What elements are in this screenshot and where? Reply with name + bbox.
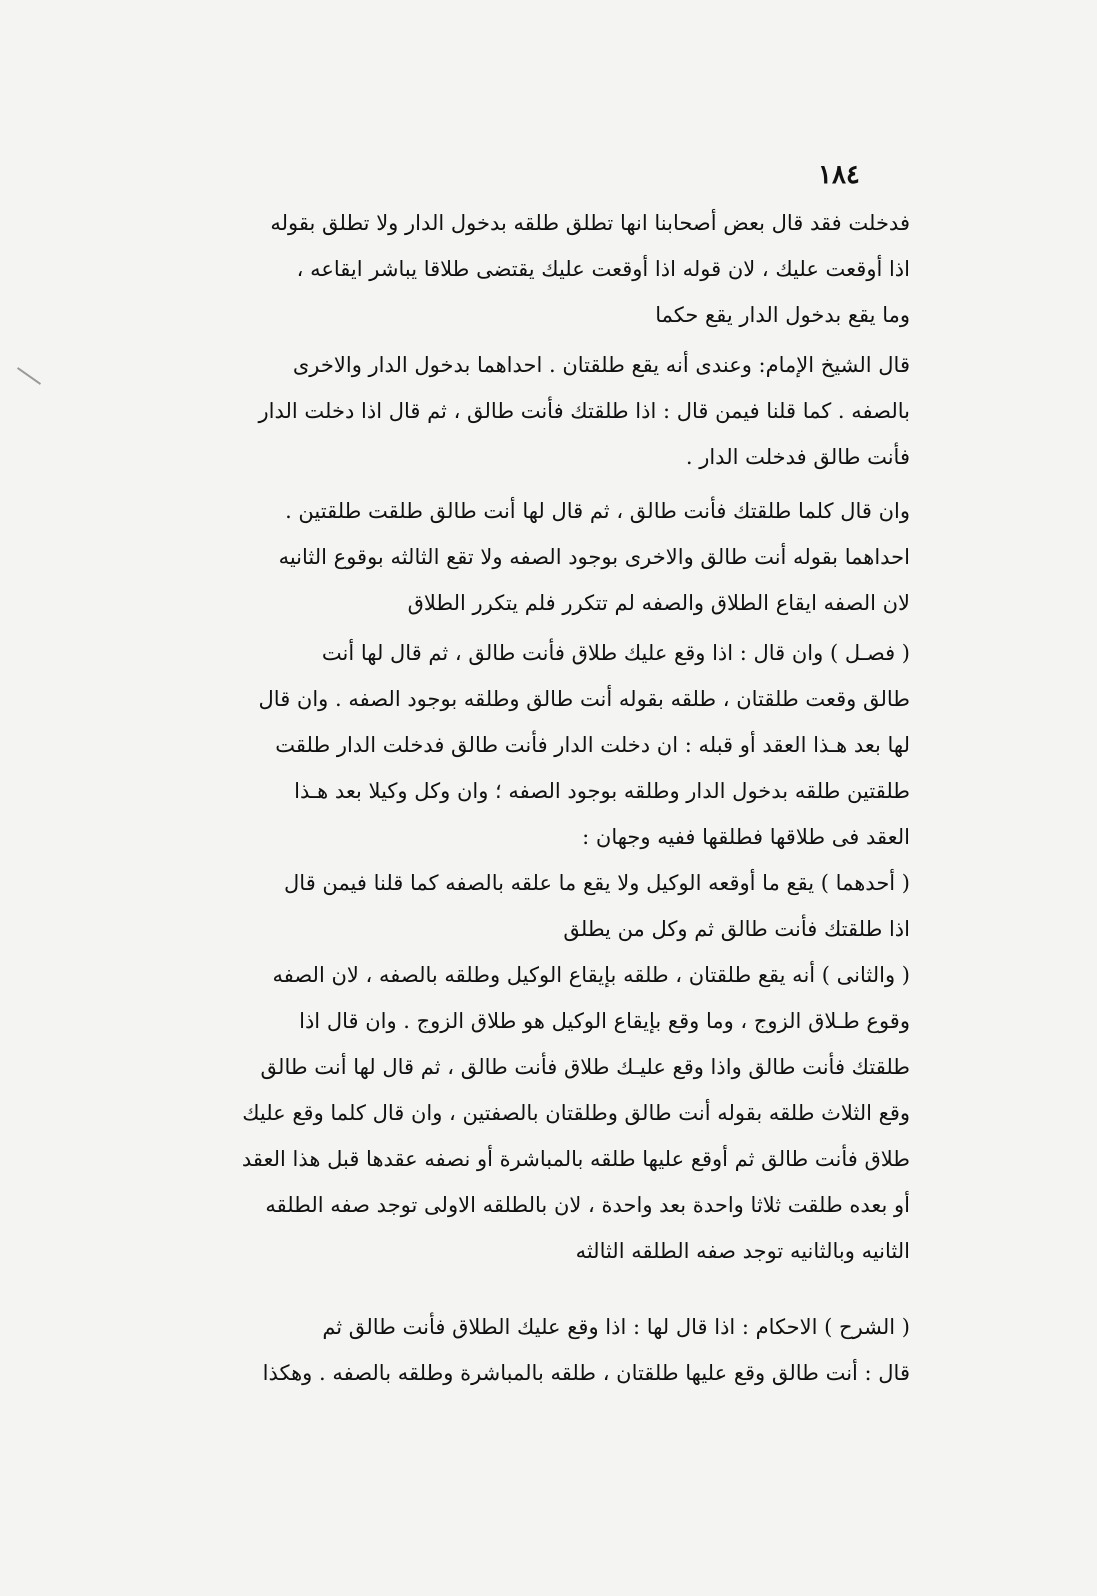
text-line: طلقتك فأنت طالق واذا وقع عليـك طلاق فأنت طالق ، ثم قال لها أنت طالق xyxy=(260,1055,910,1079)
text-line: العقد فى طلاقها فطلقها ففيه وجهان : xyxy=(582,825,910,849)
text-line: قال : أنت طالق وقع عليها طلقتان ، طلقه بالمباشرة وطلقه بالصفه . وهكذا xyxy=(262,1361,910,1385)
text-line: وقع الثلاث طلقه بقوله أنت طالق وطلقتان بالصفتين ، وان قال كلما وقع عليك xyxy=(242,1101,910,1125)
text-line: وان قال كلما طلقتك فأنت طالق ، ثم قال لها أنت طالق طلقت طلقتين . xyxy=(285,499,910,523)
text-line: لها بعد هـذا العقد أو قبله : ان دخلت الدار فأنت طالق فدخلت الدار طلقت xyxy=(275,733,910,757)
text-line: طالق وقعت طلقتان ، طلقه بقوله أنت طالق وطلقه بوجود الصفه . وان قال xyxy=(258,687,910,711)
paragraph-2 xyxy=(165,342,910,480)
margin-mark xyxy=(17,367,41,385)
text-line: ( فصـل ) وان قال : اذا وقع عليك طلاق فأنت طالق ، ثم قال لها أنت xyxy=(321,641,910,665)
text-line: قال الشيخ الإمام: وعندى أنه يقع طلقتان . احداهما بدخول الدار والاخرى xyxy=(292,353,910,377)
text-line: فدخلت فقد قال بعض أصحابنا انها تطلق طلقه بدخول الدار ولا تطلق بقوله xyxy=(270,211,910,235)
text-line: ( أحدهما ) يقع ما أوقعه الوكيل ولا يقع ما علقه بالصفه كما قلنا فيمن قال xyxy=(284,871,910,895)
paragraph-4 xyxy=(165,630,910,860)
text-line: طلقتين طلقه بدخول الدار وطلقه بوجود الصفه ؛ وان وكل وكيلا بعد هـذا xyxy=(294,779,910,803)
text-line: وما يقع بدخول الدار يقع حكما xyxy=(655,303,910,327)
text-line: وقوع طـلاق الزوج ، وما وقع بإيقاع الوكيل هو طلاق الزوج . وان قال اذا xyxy=(299,1009,910,1033)
paragraph-1 xyxy=(165,200,910,338)
text-line: فأنت طالق فدخلت الدار . xyxy=(685,445,910,469)
text-line: أو بعده طلقت ثلاثا واحدة بعد واحدة ، لان بالطلقه الاولى توجد صفه الطلقه xyxy=(265,1193,910,1217)
page-body xyxy=(165,200,910,1396)
text-line: طلاق فأنت طالق ثم أوقع عليها طلقه بالمباشرة أو نصفه عقدها قبل هذا العقد xyxy=(241,1147,910,1171)
text-line: احداهما بقوله أنت طالق والاخرى بوجود الصفه ولا تقع الثالثه بوقوع الثانيه xyxy=(278,545,910,569)
text-line: اذا أوقعت عليك ، لان قوله اذا أوقعت عليك يقتضى طلاقا يباشر ايقاعه ، xyxy=(296,257,910,281)
text-line: ( الشرح ) الاحكام : اذا قال لها : اذا وقع عليك الطلاق فأنت طالق ثم xyxy=(322,1315,910,1339)
text-line: لان الصفه ايقاع الطلاق والصفه لم تتكرر فلم يتكرر الطلاق xyxy=(407,591,910,615)
text-line: بالصفه . كما قلنا فيمن قال : اذا طلقتك فأنت طالق ، ثم قال اذا دخلت الدار xyxy=(258,399,910,423)
paragraph-6 xyxy=(165,952,910,1274)
paragraph-3 xyxy=(165,488,910,626)
text-line: الثانيه وبالثانيه توجد صفه الطلقه الثالثه xyxy=(575,1239,910,1263)
paragraph-7 xyxy=(165,1304,910,1396)
text-line: ( والثانى ) أنه يقع طلقتان ، طلقه بإيقاع الوكيل وطلقه بالصفه ، لان الصفه xyxy=(272,963,910,987)
paragraph-5 xyxy=(165,860,910,952)
text-line: اذا طلقتك فأنت طالق ثم وكل من يطلق xyxy=(563,917,910,941)
page-number: ١٨٤ xyxy=(818,160,860,190)
